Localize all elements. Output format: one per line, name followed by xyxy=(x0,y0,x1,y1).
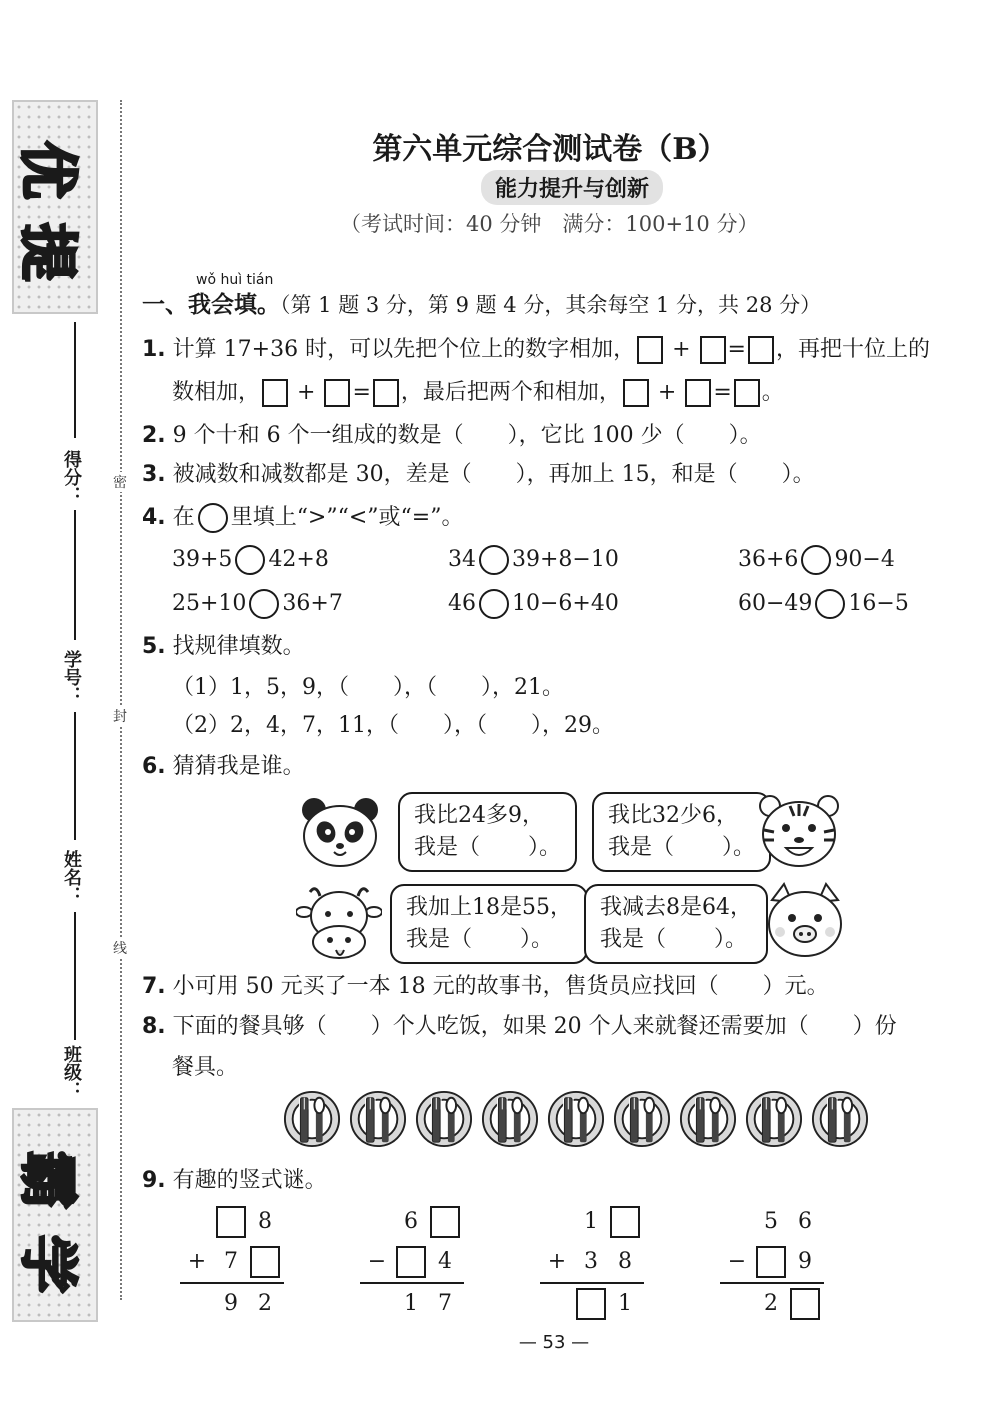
q5-line xyxy=(142,632,305,662)
bubble-text: 我减去8是64， xyxy=(600,895,752,920)
q2-line xyxy=(142,421,762,451)
q8-text-c: ）份 xyxy=(852,1014,897,1039)
q8-number: 8. xyxy=(142,1014,166,1039)
operator: − xyxy=(367,1249,387,1274)
compare-circle[interactable] xyxy=(235,545,265,575)
page-title: 第六单元综合测试卷（B） xyxy=(372,132,728,167)
digit: 2 xyxy=(764,1291,778,1316)
q1-line-2 xyxy=(172,378,784,408)
q4-left: 46 xyxy=(448,591,476,616)
q1-number: 1. xyxy=(142,337,166,362)
bubble-text: 我是（ xyxy=(608,835,675,860)
side-char-top-1: 优 xyxy=(14,140,82,199)
digit: 6 xyxy=(798,1209,812,1234)
student-id-label: 学号： xyxy=(61,650,82,704)
bubble-text: ）。 xyxy=(528,835,562,860)
q6-number: 6. xyxy=(142,754,166,779)
vertical-puzzle xyxy=(360,1202,464,1324)
q5-row-2 xyxy=(172,711,614,741)
q1-eq-2: = xyxy=(352,380,371,405)
speech-bubble-1 xyxy=(398,792,577,872)
q5-row2-a: （2）2，4，7，11，（ xyxy=(172,713,399,738)
q8-text-a: 下面的餐具够（ xyxy=(172,1014,327,1039)
operator: + xyxy=(187,1249,207,1274)
q4-item-4 xyxy=(172,589,343,619)
digit: 4 xyxy=(438,1249,452,1274)
plate-cutlery-icon xyxy=(415,1090,473,1148)
speech-bubble-4 xyxy=(584,884,768,964)
class-label: 班级： xyxy=(61,1045,82,1099)
q1-text-e: 。 xyxy=(761,380,784,405)
q6-line xyxy=(142,752,305,782)
operator: − xyxy=(727,1249,747,1274)
score-label: 得分： xyxy=(61,450,82,504)
compare-circle[interactable] xyxy=(249,589,279,619)
pig-icon xyxy=(762,880,848,960)
q4-right: 42+8 xyxy=(268,547,329,572)
digit: 1 xyxy=(584,1209,598,1234)
side-rule-1 xyxy=(74,322,76,438)
q1-line-1 xyxy=(142,335,930,365)
q4-item-6 xyxy=(738,589,909,619)
seal-char-feng: 封 xyxy=(113,706,127,726)
bubble-text: ）。 xyxy=(714,927,748,952)
answer-box[interactable] xyxy=(576,1288,606,1320)
side-char-top-2: 提 xyxy=(14,222,82,281)
q5-row1-a: （1）1，5，9，（ xyxy=(172,675,349,700)
seal-dotted-line xyxy=(120,100,122,1300)
answer-box[interactable] xyxy=(700,336,726,364)
q8-line-1 xyxy=(142,1012,897,1042)
digit: 3 xyxy=(584,1249,598,1274)
q4-left: 34 xyxy=(448,547,476,572)
q8-line-2 xyxy=(172,1053,238,1083)
seal-char-mi: 密 xyxy=(113,472,127,492)
plate-cutlery-icon xyxy=(481,1090,539,1148)
q7-text-a: 小可用 50 元买了一本 18 元的故事书，售货员应找回（ xyxy=(172,974,719,999)
bubble-text: ）。 xyxy=(722,835,756,860)
side-rule-4 xyxy=(74,912,76,1040)
q3-text-b: ），再加上 15，和是（ xyxy=(515,462,738,487)
q5-row2-c: ），29。 xyxy=(531,713,614,738)
q5-row1-c: ），21。 xyxy=(481,675,565,700)
page-number: — 53 — xyxy=(518,1332,590,1353)
q4-item-1 xyxy=(172,545,329,575)
bubble-text: 我比32少6， xyxy=(608,803,738,828)
tiger-icon xyxy=(756,790,842,870)
plate-cutlery-icon xyxy=(283,1090,341,1148)
cow-icon xyxy=(296,882,382,962)
q8-text-d: 餐具。 xyxy=(172,1055,239,1080)
answer-box[interactable] xyxy=(216,1206,246,1238)
answer-box[interactable] xyxy=(637,336,663,364)
bubble-text: 我是（ xyxy=(406,927,473,952)
digit: 7 xyxy=(224,1249,238,1274)
answer-box[interactable] xyxy=(734,379,760,407)
answer-box[interactable] xyxy=(396,1246,426,1278)
compare-circle[interactable] xyxy=(815,589,845,619)
q4-text-a: 在 xyxy=(172,505,195,530)
side-char-bottom-1: 霸 xyxy=(14,1150,82,1209)
digit: 5 xyxy=(764,1209,778,1234)
answer-box[interactable] xyxy=(610,1206,640,1238)
q4-right: 16−5 xyxy=(848,591,909,616)
q4-item-5 xyxy=(448,589,619,619)
q1-plus-3: + xyxy=(657,380,677,405)
digit: 8 xyxy=(618,1249,632,1274)
digit: 7 xyxy=(438,1291,452,1316)
q2-text-b: ），它比 100 少（ xyxy=(507,423,685,448)
answer-box[interactable] xyxy=(262,379,288,407)
bubble-text: 我是（ xyxy=(600,927,667,952)
q4-left: 39+5 xyxy=(172,547,233,572)
speech-bubble-2 xyxy=(592,792,771,872)
digit: 1 xyxy=(618,1291,632,1316)
bubble-text: ）。 xyxy=(520,927,554,952)
vertical-puzzle xyxy=(540,1202,644,1324)
section-heading-line xyxy=(142,290,821,321)
q1-plus-2: + xyxy=(297,380,316,405)
q4-right: 39+8−10 xyxy=(512,547,619,572)
side-char-bottom-2: 学 xyxy=(14,1234,82,1293)
q3-line xyxy=(142,460,815,490)
q1-text-c: 数相加， xyxy=(172,380,261,405)
exam-info: （考试时间：40 分钟 满分：100+10 分） xyxy=(340,212,759,236)
q9-title: 有趣的竖式谜。 xyxy=(172,1168,327,1193)
page-subtitle: 能力提升与创新 xyxy=(481,170,663,205)
answer-box[interactable] xyxy=(373,379,399,407)
q1-eq-3: = xyxy=(713,380,732,405)
answer-box[interactable] xyxy=(430,1206,460,1238)
q8-text-b: ）个人吃饭，如果 20 个人来就餐还需要加（ xyxy=(370,1014,809,1039)
section-heading: 一、我会填。 xyxy=(142,292,280,318)
q6-title: 猜猜我是谁。 xyxy=(172,754,305,779)
q3-number: 3. xyxy=(142,462,166,487)
q7-line xyxy=(142,972,829,1002)
q2-text-c: ）。 xyxy=(728,423,762,448)
q4-left: 36+6 xyxy=(738,547,799,572)
plate-cutlery-icon xyxy=(613,1090,671,1148)
q5-title: 找规律填数。 xyxy=(172,634,305,659)
q4-number: 4. xyxy=(142,505,166,530)
plate-cutlery-icon xyxy=(745,1090,803,1148)
q1-text-a: 计算 17+36 时，可以先把个位上的数字相加， xyxy=(172,337,636,362)
section-scoring: （第 1 题 3 分，第 9 题 4 分，其余每空 1 分，共 28 分） xyxy=(280,293,822,317)
bubble-text: 我比24多9， xyxy=(414,803,544,828)
digit: 8 xyxy=(258,1209,272,1234)
q1-eq: = xyxy=(727,337,746,362)
q7-text-b: ）元。 xyxy=(762,974,829,999)
vertical-puzzle xyxy=(720,1202,824,1324)
compare-circle[interactable] xyxy=(479,589,509,619)
digit: 9 xyxy=(224,1291,238,1316)
q4-right: 10−6+40 xyxy=(512,591,619,616)
operator: + xyxy=(547,1249,567,1274)
q5-row1-b: ），（ xyxy=(393,675,438,700)
panda-icon xyxy=(298,794,382,868)
q5-number: 5. xyxy=(142,634,166,659)
q4-right: 36+7 xyxy=(282,591,343,616)
q1-text-b: ，再把十位上的 xyxy=(775,337,930,362)
q2-number: 2. xyxy=(142,423,166,448)
section-pinyin: wǒ huì tián xyxy=(196,272,274,288)
digit: 6 xyxy=(404,1209,418,1234)
answer-box[interactable] xyxy=(748,336,774,364)
answer-box[interactable] xyxy=(250,1246,280,1278)
bubble-text: 我加上18是55， xyxy=(406,895,572,920)
q7-number: 7. xyxy=(142,974,166,999)
q9-number: 9. xyxy=(142,1168,166,1193)
q4-text-b: 里填上“>”“<”或“=”。 xyxy=(230,505,464,530)
q4-item-2 xyxy=(448,545,619,575)
q4-right: 90−4 xyxy=(834,547,895,572)
q3-text-a: 被减数和减数都是 30，差是（ xyxy=(172,462,472,487)
compare-circle[interactable] xyxy=(479,545,509,575)
circle-icon xyxy=(198,503,228,533)
plate-cutlery-icon xyxy=(679,1090,737,1148)
digit: 2 xyxy=(258,1291,272,1316)
q5-row-1 xyxy=(172,673,564,703)
q3-text-c: ）。 xyxy=(781,462,815,487)
answer-box[interactable] xyxy=(623,379,649,407)
q2-text-a: 9 个十和 6 个一组成的数是（ xyxy=(172,423,464,448)
name-label: 姓名： xyxy=(61,850,82,904)
side-rule-3 xyxy=(74,712,76,840)
q1-text-d: ，最后把两个和相加， xyxy=(400,380,621,405)
plate-cutlery-icon xyxy=(811,1090,869,1148)
answer-box[interactable] xyxy=(790,1288,820,1320)
q4-left: 60−49 xyxy=(738,591,813,616)
q4-line xyxy=(142,503,463,533)
side-rule-2 xyxy=(74,510,76,640)
q4-item-3 xyxy=(738,545,895,575)
q1-plus: + xyxy=(672,337,691,362)
seal-char-xian: 线 xyxy=(113,938,127,958)
plate-cutlery-icon xyxy=(547,1090,605,1148)
q5-row2-b: ），（ xyxy=(442,713,487,738)
speech-bubble-3 xyxy=(390,884,588,964)
vertical-puzzle xyxy=(180,1202,284,1324)
plate-cutlery-icon xyxy=(349,1090,407,1148)
digit: 1 xyxy=(404,1291,418,1316)
bubble-text: 我是（ xyxy=(414,835,481,860)
compare-circle[interactable] xyxy=(801,545,831,575)
answer-box[interactable] xyxy=(756,1246,786,1278)
answer-box[interactable] xyxy=(685,379,711,407)
answer-box[interactable] xyxy=(324,379,350,407)
digit: 9 xyxy=(798,1249,812,1274)
q4-left: 25+10 xyxy=(172,591,247,616)
q9-line xyxy=(142,1166,327,1196)
